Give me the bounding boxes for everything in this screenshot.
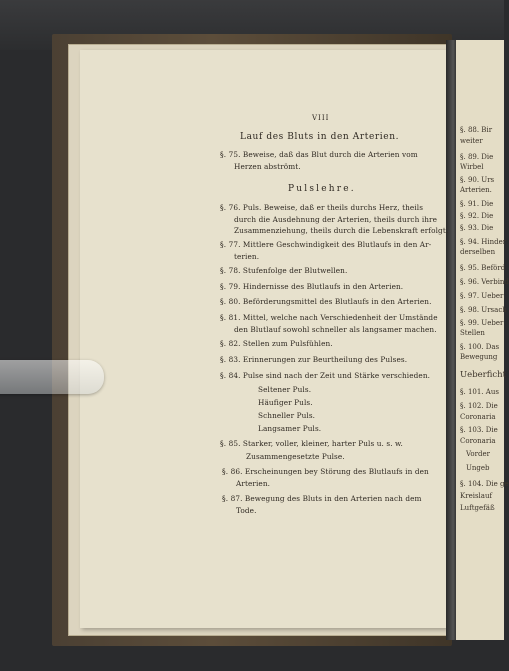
facing-line: §. 91. Die bbox=[460, 200, 494, 208]
facing-line: §. 103. Die bbox=[460, 426, 498, 434]
facing-line: Kreislauf bbox=[460, 492, 493, 500]
facing-line: §. 96. Verbind bbox=[460, 278, 509, 286]
facing-line: §. 89. Die bbox=[460, 153, 494, 161]
paragraph-line: §. 76. Puls. Beweise, daß er theils durchs Herz, theils bbox=[220, 203, 424, 212]
facing-line: §. 88. Bir bbox=[460, 126, 493, 134]
facing-line: Arterien. bbox=[460, 186, 492, 194]
paragraph-line: Herzen abströmt. bbox=[234, 162, 301, 171]
paragraph-line: §. 85. Starker, voller, kleiner, harter Puls u. s. w. bbox=[220, 439, 403, 448]
paragraph-line: Arterien. bbox=[236, 479, 271, 488]
facing-line: §. 102. Die bbox=[460, 402, 498, 410]
facing-line: §. 104. Die ge bbox=[460, 480, 509, 488]
paragraph-line: durch die Ausdehnung der Arterien, theils durch ihre bbox=[234, 215, 438, 224]
paragraph-line: den Blutlauf sowohl schneller als langsamer machen. bbox=[234, 325, 437, 334]
facing-line: §. 98. Ursach bbox=[460, 306, 507, 314]
paragraph-line: Zusammengesetzte Pulse. bbox=[246, 452, 345, 461]
facing-line: weiter bbox=[460, 137, 483, 145]
facing-line: Vorder bbox=[466, 450, 490, 458]
paragraph-line: §. 77. Mittlere Geschwindigkeit des Blutlaufs in den Ar- bbox=[220, 240, 432, 249]
page-number: VIII bbox=[312, 114, 330, 122]
paragraph-line: Tode. bbox=[236, 506, 257, 515]
paragraph-line: §. 75. Beweise, daß das Blut durch die Arterien vom bbox=[220, 150, 418, 159]
paragraph-line: §. 79. Hindernisse des Blutlaufs in den Arterien. bbox=[220, 282, 404, 291]
paragraph-line: §. 87. Bewegung des Bluts in den Arterien nach dem bbox=[222, 494, 422, 503]
facing-line: Bewegung bbox=[460, 353, 498, 361]
pulse-kind: Häufiger Puls. bbox=[258, 398, 313, 407]
facing-line: §. 92. Die bbox=[460, 212, 494, 220]
section-title: Lauf des Bluts in den Arterien. bbox=[240, 132, 400, 142]
paragraph-line: §. 83. Erinnerungen zur Beurtheilung des Pulses. bbox=[220, 355, 408, 364]
page-clip bbox=[0, 360, 104, 394]
facing-line: Stellen bbox=[460, 329, 485, 337]
facing-line: §. 93. Die bbox=[460, 224, 494, 232]
paragraph-line: §. 86. Erscheinungen bey Störung des Blutlaufs in den bbox=[222, 467, 429, 476]
facing-line: §. 94. Hinder bbox=[460, 238, 507, 246]
facing-line: §. 99. Ueber bbox=[460, 319, 504, 327]
facing-line: Luftgefäß bbox=[460, 504, 495, 512]
subsection-title: Pulslehre. bbox=[288, 184, 356, 194]
facing-line: Ungeb bbox=[466, 464, 490, 472]
facing-line: §. 95. Beförd bbox=[460, 264, 506, 272]
facing-line: Coronaria bbox=[460, 437, 496, 445]
pulse-kind: Langsamer Puls. bbox=[258, 424, 322, 433]
paragraph-line: §. 82. Stellen zum Pulsfühlen. bbox=[220, 339, 333, 348]
facing-line: §. 90. Urs bbox=[460, 176, 495, 184]
paragraph-line: §. 84. Pulse sind nach der Zeit und Stärke verschieden. bbox=[220, 371, 431, 380]
paragraph-line: §. 80. Beförderungsmittel des Blutlaufs in den Arterien. bbox=[220, 297, 432, 306]
pulse-kind: Seltener Puls. bbox=[258, 385, 312, 394]
facing-line: Ueberficht bbox=[460, 370, 507, 380]
facing-line: derselben bbox=[460, 248, 496, 256]
paragraph-line: §. 81. Mittel, welche nach Verschiedenheit der Umstände bbox=[220, 313, 438, 322]
facing-page bbox=[456, 40, 509, 640]
facing-line: §. 100. Das bbox=[460, 343, 500, 351]
paragraph-line: terien. bbox=[234, 252, 260, 261]
facing-line: §. 101. Aus bbox=[460, 388, 499, 396]
facing-line: §. 97. Ueber bbox=[460, 292, 504, 300]
pulse-kind: Schneller Puls. bbox=[258, 411, 316, 420]
facing-line: Wirbel bbox=[460, 163, 484, 171]
paragraph-line: §. 78. Stufenfolge der Blutwellen. bbox=[220, 266, 348, 275]
paragraph-line: Zusammenziehung, theils durch die Lebenskraft erfolgt. bbox=[234, 226, 449, 235]
facing-line: Coronaria bbox=[460, 413, 496, 421]
